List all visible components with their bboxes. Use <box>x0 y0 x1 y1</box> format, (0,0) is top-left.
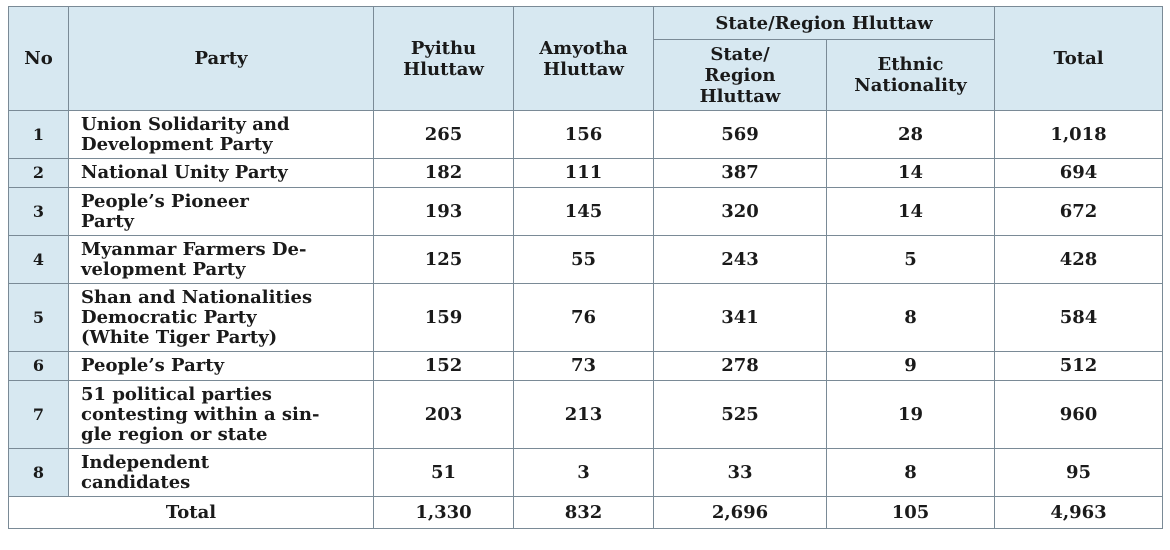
row-total: 95 <box>995 449 1163 497</box>
party-line: Democratic Party <box>81 306 257 328</box>
party-line: 51 political parties <box>81 383 272 405</box>
row-pyithu: 265 <box>374 111 514 159</box>
totals-ethnic: 105 <box>827 497 995 529</box>
row-state-region: 278 <box>654 352 827 381</box>
row-pyithu: 51 <box>374 449 514 497</box>
header-amyotha-line: Amyotha <box>539 37 628 59</box>
results-table-container <box>8 6 1162 529</box>
totals-label: Total <box>9 497 374 529</box>
table-row <box>9 449 1163 497</box>
header-ethnic-line: Nationality <box>854 75 967 96</box>
row-ethnic: 14 <box>827 188 995 236</box>
table-row <box>9 352 1163 381</box>
row-ethnic: 8 <box>827 449 995 497</box>
row-total: 1,018 <box>995 111 1163 159</box>
table-header <box>9 7 1163 111</box>
header-amyotha-line: Hluttaw <box>543 58 624 80</box>
row-pyithu: 125 <box>374 236 514 284</box>
row-party <box>69 352 374 381</box>
row-amyotha: 156 <box>514 111 654 159</box>
party-line: Shan and Nationalities <box>81 286 313 308</box>
party-line: velopment Party <box>81 258 246 280</box>
row-party <box>69 188 374 236</box>
header-ethnic-nationality <box>827 40 995 111</box>
row-ethnic: 5 <box>827 236 995 284</box>
row-pyithu: 159 <box>374 284 514 352</box>
totals-total: 4,963 <box>995 497 1163 529</box>
row-pyithu: 203 <box>374 381 514 449</box>
row-party <box>69 381 374 449</box>
party-line: (White Tiger Party) <box>81 326 278 348</box>
row-ethnic: 19 <box>827 381 995 449</box>
row-ethnic: 8 <box>827 284 995 352</box>
header-pyithu-line: Pyithu <box>410 37 477 59</box>
header-state-region-line: Hluttaw <box>699 85 781 107</box>
table-row <box>9 188 1163 236</box>
row-party <box>69 159 374 188</box>
header-pyithu-line: Hluttaw <box>403 58 484 80</box>
row-party <box>69 236 374 284</box>
row-ethnic: 9 <box>827 352 995 381</box>
totals-amyotha: 832 <box>514 497 654 529</box>
totals-pyithu: 1,330 <box>374 497 514 529</box>
row-state-region: 33 <box>654 449 827 497</box>
table-row <box>9 111 1163 159</box>
party-line: Myanmar Farmers De- <box>81 238 307 260</box>
row-no: 5 <box>9 284 69 352</box>
row-total: 694 <box>995 159 1163 188</box>
row-pyithu: 182 <box>374 159 514 188</box>
party-line: contesting within a sin- <box>81 403 320 425</box>
party-line: gle region or state <box>81 423 268 445</box>
row-no: 1 <box>9 111 69 159</box>
election-results-table <box>8 6 1163 529</box>
totals-state-region: 2,696 <box>654 497 827 529</box>
party-line: People’s Party <box>81 355 225 376</box>
party-line: candidates <box>81 471 191 493</box>
header-state-region-line: State/ <box>710 43 770 65</box>
row-state-region: 569 <box>654 111 827 159</box>
row-state-region: 320 <box>654 188 827 236</box>
row-total: 960 <box>995 381 1163 449</box>
row-party <box>69 111 374 159</box>
party-line: Party <box>81 210 134 232</box>
row-amyotha: 145 <box>514 188 654 236</box>
header-no: No <box>9 7 69 111</box>
row-amyotha: 213 <box>514 381 654 449</box>
row-pyithu: 152 <box>374 352 514 381</box>
row-no: 3 <box>9 188 69 236</box>
table-row <box>9 159 1163 188</box>
row-no: 2 <box>9 159 69 188</box>
row-amyotha: 111 <box>514 159 654 188</box>
party-line: Union Solidarity and <box>81 113 290 135</box>
row-amyotha: 3 <box>514 449 654 497</box>
totals-row <box>9 497 1163 529</box>
row-party <box>69 449 374 497</box>
table-row <box>9 236 1163 284</box>
row-pyithu: 193 <box>374 188 514 236</box>
row-amyotha: 73 <box>514 352 654 381</box>
header-state-region-line: Region <box>704 64 776 86</box>
table-row <box>9 381 1163 449</box>
row-state-region: 387 <box>654 159 827 188</box>
row-state-region: 341 <box>654 284 827 352</box>
row-state-region: 243 <box>654 236 827 284</box>
party-line: Development Party <box>81 133 273 155</box>
header-pyithu-hluttaw <box>374 7 514 111</box>
header-party: Party <box>69 7 374 111</box>
row-total: 672 <box>995 188 1163 236</box>
header-ethnic-line: Ethnic <box>877 54 944 75</box>
row-ethnic: 28 <box>827 111 995 159</box>
table-body <box>9 111 1163 529</box>
row-ethnic: 14 <box>827 159 995 188</box>
header-total: Total <box>995 7 1163 111</box>
row-total: 428 <box>995 236 1163 284</box>
row-amyotha: 76 <box>514 284 654 352</box>
row-party <box>69 284 374 352</box>
row-no: 4 <box>9 236 69 284</box>
row-state-region: 525 <box>654 381 827 449</box>
row-total: 584 <box>995 284 1163 352</box>
row-total: 512 <box>995 352 1163 381</box>
row-no: 7 <box>9 381 69 449</box>
header-state-region-hluttaw <box>654 40 827 111</box>
header-state-region-group: State/Region Hluttaw <box>654 7 995 40</box>
header-amyotha-hluttaw <box>514 7 654 111</box>
party-line: People’s Pioneer <box>81 190 249 212</box>
table-row <box>9 284 1163 352</box>
row-no: 6 <box>9 352 69 381</box>
party-line: National Unity Party <box>81 162 288 183</box>
row-amyotha: 55 <box>514 236 654 284</box>
row-no: 8 <box>9 449 69 497</box>
party-line: Independent <box>81 451 210 473</box>
